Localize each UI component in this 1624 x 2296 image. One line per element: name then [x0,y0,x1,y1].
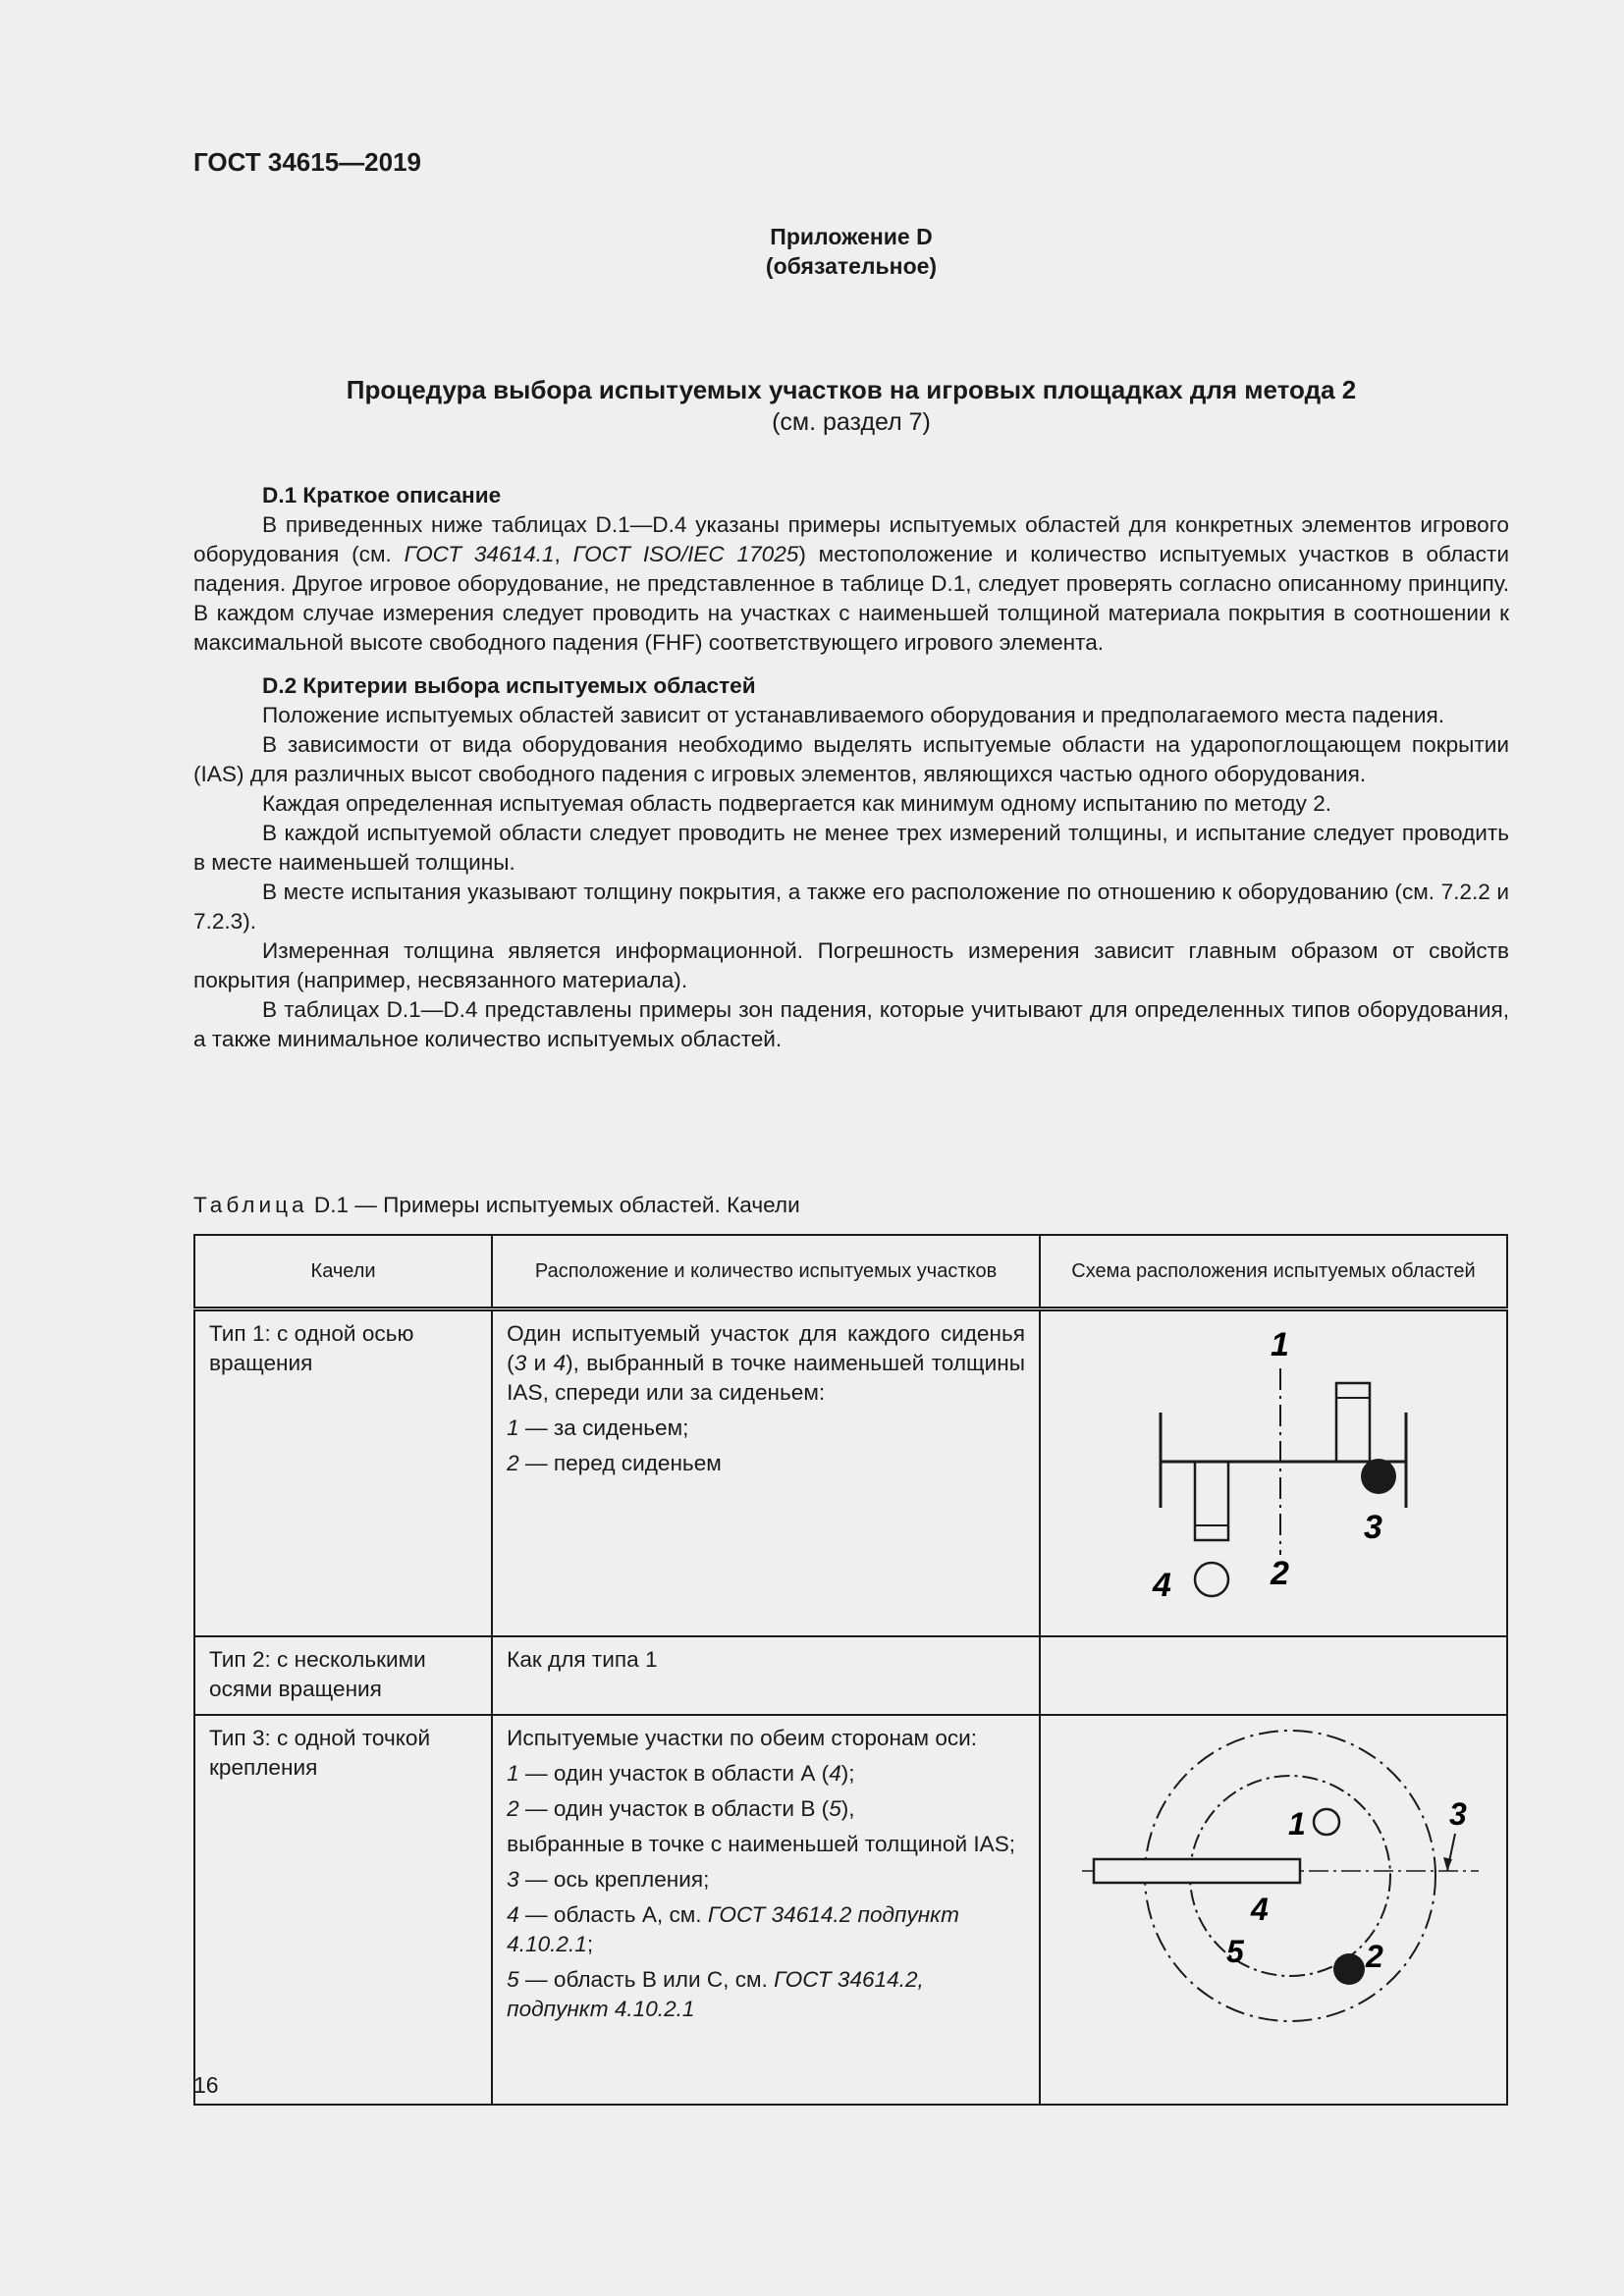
procedure-title: Процедура выбора испытуемых участков на игровых площадках для метода 2 [346,375,1357,404]
text-run: — ось крепления; [518,1867,710,1892]
section-d2-paragraph: В таблицах D.1—D.4 представлены примеры зон падения, которые учитывают для определенных типов оборудования, а также минимальное количество испытуемых областей. [193,997,1509,1051]
text-run: — область B или C, см. [518,1967,775,1992]
label-3: 3 [1363,1509,1382,1546]
text-run: ); [840,1761,855,1786]
text-run: , [554,542,573,566]
test-point-open [1314,1809,1339,1835]
header-swing: Качели [194,1235,492,1309]
label-4: 4 [1250,1892,1269,1927]
text-run: ) местоположение и количество испытуемых участков в области падения. Другое игровое оборудование, не представленное в таблице D.1, следует проверять согласно описанному принципу. В каждом случае измерения следует проводить на участках с наименьшей толщиной материала покрытия в соотношении к максимальной высоте свободного падения (FHF) соответствующего игрового элемента. [193,542,1509,655]
header-location: Расположение и количество испытуемых участков [492,1235,1040,1309]
body-text [193,481,1509,1054]
seat-lower [1195,1462,1228,1540]
text-run: выбранные в точке с наименьшей толщиной IAS; [507,1832,1016,1856]
scheme-cell [1040,1715,1507,2105]
table-row [194,1309,1507,1637]
section-d2-paragraph: Положение испытуемых областей зависит от устанавливаемого оборудования и предполагаемого места падения. [262,703,1445,727]
caption-prefix: Таблица [193,1193,308,1217]
standard-reference: ГОСТ 34614.1 [404,542,555,566]
single-axis-swing-diagram [1055,1319,1492,1620]
swing-type-cell: Тип 1: с одной осью вращения [194,1309,492,1637]
standard-reference: ГОСТ ISO/IEC 17025 [572,542,799,566]
page-number: 16 [193,2072,219,2098]
header-scheme: Схема расположения испытуемых областей [1040,1235,1507,1309]
annex-title: Приложение D [770,224,933,249]
item-number: 2 [507,1451,519,1475]
table-row [194,1636,1507,1715]
item-ref: 3 [514,1351,527,1375]
text-run: — один участок в области А ( [518,1761,830,1786]
item-ref: 4 [553,1351,567,1375]
caption-text: D.1 — Примеры испытуемых областей. Качели [307,1193,800,1217]
item-number: 3 [507,1867,519,1892]
item-ref: 4 [829,1761,841,1786]
test-point-filled [1361,1459,1396,1494]
item-number: 1 [507,1761,519,1786]
annex-status: (обязательное) [765,253,938,279]
text-run: и [526,1351,554,1375]
section-d2-heading: D.2 Критерии выбора испытуемых областей [262,673,756,698]
text-run: — область А, см. [518,1902,708,1927]
label-3: 3 [1448,1796,1467,1832]
single-point-swing-diagram [1055,1724,1492,2088]
scheme-cell [1040,1636,1507,1715]
table-row [194,1715,1507,2105]
item-number: 2 [507,1796,519,1821]
item-number: 1 [507,1415,519,1440]
label-1: 1 [1287,1806,1306,1842]
text-run: — перед сиденьем [518,1451,722,1475]
standard-reference: ГОСТ 34614.2 подпункт 4.10.2.1 [507,1902,959,1956]
standard-reference: ГОСТ 34614.2, подпункт 4.10.2.1 [507,1967,924,2021]
section-d2-paragraph: В месте испытания указывают толщину покрытия, а также его расположение по отношению к оборудованию (см. 7.2.2 и 7.2.3). [193,880,1509,934]
swing-type-cell: Тип 3: с одной точкой крепления [194,1715,492,2105]
section-d2-paragraph: Измеренная толщина является информационной. Погрешность измерения зависит главным образом от свойств покрытия (например, несвязанного материала). [193,938,1509,992]
label-2: 2 [1365,1939,1383,1974]
text-run: Один испытуемый участок для каждого сиденья ( [507,1321,1025,1375]
text-run: — за сиденьем; [518,1415,689,1440]
text-run: — один участок в области B ( [518,1796,830,1821]
text-run: В приведенных ниже таблицах D.1—D.4 указаны примеры испытуемых областей для конкретных элементов игрового оборудования (см. [193,512,1509,566]
swings-table [193,1234,1508,2106]
test-point-open [1195,1563,1228,1596]
swing-rod [1094,1859,1300,1883]
location-cell [492,1309,1040,1637]
text-run: ), выбранный в точке наименьшей толщины IAS, спереди или за сиденьем: [507,1351,1025,1405]
section-d2-paragraph: В каждой испытуемой области следует проводить не менее трех измерений толщины, и испытание следует проводить в месте наименьшей толщины. [193,821,1509,875]
text-run: Испытуемые участки по обеим сторонам оси: [507,1726,978,1750]
label-1: 1 [1270,1326,1289,1363]
text-run: ), [840,1796,855,1821]
seat-upper [1336,1383,1370,1462]
label-5: 5 [1225,1934,1244,1969]
table-header-row [194,1235,1507,1309]
section-d2-paragraph: Каждая определенная испытуемая область подвергается как минимум одному испытанию по методу 2. [262,791,1332,816]
test-point-filled [1333,1953,1365,1985]
pointer-arrow [1443,1857,1452,1871]
item-ref: 5 [829,1796,841,1821]
text-run: Как для типа 1 [507,1647,658,1672]
document-code: ГОСТ 34615—2019 [193,147,421,177]
table-caption [193,1193,800,1218]
item-number: 4 [507,1902,519,1927]
label-4: 4 [1152,1567,1171,1604]
scheme-cell [1040,1309,1507,1637]
location-cell [492,1636,1040,1715]
text-run: ; [586,1932,594,1956]
section-d2-paragraph: В зависимости от вида оборудования необходимо выделять испытуемые области на ударопоглощающем покрытии (IAS) для различных высот свободного падения с игровых элементов, являющихся частью одного оборудования. [193,732,1509,786]
location-cell [492,1715,1040,2105]
swing-type-cell: Тип 2: с несколькими осями вращения [194,1636,492,1715]
section-d1-paragraph [193,510,1509,658]
label-2: 2 [1270,1555,1289,1592]
procedure-reference: (см. раздел 7) [772,408,931,436]
item-number: 5 [507,1967,519,1992]
section-d1-heading: D.1 Краткое описание [262,483,502,507]
